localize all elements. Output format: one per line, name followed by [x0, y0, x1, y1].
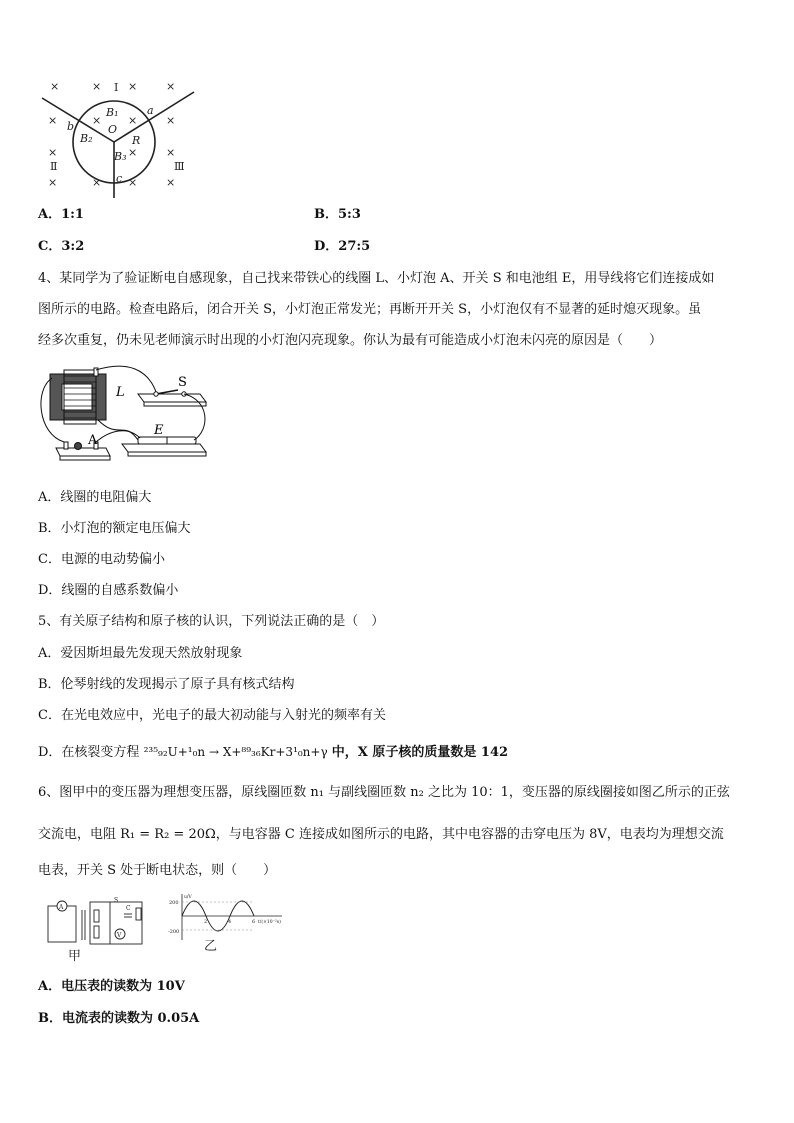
q5-option-b[interactable]: B．伦琴射线的发现揭示了原子具有核式结构 [38, 677, 295, 692]
field-label-b3: B₃ [114, 150, 127, 163]
sine-wave-graph [168, 892, 286, 952]
q5-stem: 5、有关原子结构和原子核的认识，下列说法正确的是（ ） [38, 614, 385, 629]
cross-mark: × [92, 80, 102, 93]
svg-text:C: C [126, 905, 131, 912]
cross-mark: × [166, 176, 176, 189]
resistor-r3 [136, 908, 141, 920]
field-label-b2: B₂ [80, 132, 93, 145]
region-label-1: I [114, 81, 119, 94]
switch-blade [156, 390, 178, 394]
transformer-circuit-figure [38, 892, 150, 962]
cross-mark: × [128, 146, 138, 159]
q6-option-a[interactable]: A．电压表的读数为 10V [38, 979, 185, 994]
resistor-r1 [94, 910, 99, 922]
radius-label: R [132, 134, 141, 147]
magnetic-field-figure [36, 78, 206, 200]
q6-stem-line-3: 电表，开关 S 处于断电状态，则（ ） [38, 863, 277, 878]
q3-option-a[interactable]: A．1:1 [38, 207, 84, 222]
y-unit: u/V [184, 895, 192, 900]
field-label-b1: B₁ [106, 106, 119, 119]
switch-board [138, 394, 206, 402]
cross-mark: × [50, 80, 60, 93]
battery-board [122, 444, 206, 452]
q4-stem-line-1: 4、某同学为了验证断电自感现象，自己找来带铁心的线圈 L、小灯泡 A、开关 S 和电池组 E，用导线将它们连接成如 [38, 271, 715, 286]
center-label: O [108, 123, 118, 136]
q4-option-a[interactable]: A．线圈的电阻偏大 [38, 490, 152, 505]
point-b-label: b [67, 120, 75, 133]
q5-option-a[interactable]: A．爱因斯坦最先发现天然放射现象 [38, 646, 243, 661]
resistor-r2 [94, 926, 99, 938]
svg-text:A: A [59, 904, 64, 911]
lamp-bulb [75, 443, 82, 450]
region-label-2: Ⅱ [50, 160, 58, 173]
fission-equation: ²³⁵₉₂U+¹₀n → X+⁸⁹₃₆Kr+3¹₀n+γ [143, 745, 328, 759]
q6-option-b[interactable]: B．电流表的读数为 0.05A [38, 1011, 200, 1026]
q5-option-d[interactable] [38, 743, 508, 762]
x-tick-2: 2 [204, 919, 208, 925]
y-tick-bottom: -200 [168, 929, 180, 935]
point-c-label: c [116, 172, 123, 185]
q3-option-c[interactable]: C．3:2 [38, 239, 85, 254]
q6-stem-line-1: 6、图甲中的变压器为理想变压器，原线圈匝数 n₁ 与副线圈匝数 n₂ 之比为 10：1，变压器的原线圈接如图乙所示的正弦 [38, 785, 730, 800]
x-unit: t/(×10⁻²s) [258, 920, 281, 925]
cross-mark: × [166, 146, 176, 159]
lamp-label: A [88, 433, 98, 448]
cross-mark: × [48, 114, 58, 127]
cross-mark: × [48, 176, 58, 189]
switch-label: S [178, 375, 187, 390]
cross-mark: × [166, 80, 176, 93]
x-tick-4: 4 [228, 919, 232, 925]
q5-option-d-prefix: D．在核裂变方程 [38, 745, 140, 760]
svg-text:V: V [117, 932, 122, 939]
cross-mark: × [92, 176, 102, 189]
cross-mark: × [166, 114, 176, 127]
cross-mark: × [128, 114, 138, 127]
q3-option-b[interactable]: B．5:3 [314, 207, 361, 222]
battery-label: E [154, 423, 164, 438]
figure-yi-label: 乙 [204, 939, 218, 952]
cross-mark: × [128, 176, 138, 189]
coil-label: L [116, 385, 125, 400]
q5-option-c[interactable]: C．在光电效应中，光电子的最大初动能与入射光的频率有关 [38, 708, 386, 723]
svg-text:S: S [114, 897, 119, 904]
cross-mark: × [92, 114, 102, 127]
y-tick-top: 200 [169, 900, 179, 906]
q4-option-b[interactable]: B．小灯泡的额定电压偏大 [38, 521, 191, 536]
figure-jia-label: 甲 [68, 949, 82, 962]
point-a-label: a [147, 104, 154, 117]
q6-stem-line-2: 交流电，电阻 R₁ = R₂ = 20Ω，与电容器 C 连接成如图所示的电路，其中电容器的击穿电压为 8V，电表均为理想交流 [38, 827, 724, 842]
q4-option-c[interactable]: C．电源的电动势偏小 [38, 552, 165, 567]
cross-mark: × [48, 146, 58, 159]
self-induction-circuit-figure [38, 360, 213, 468]
q5-option-d-suffix: 中，X 原子核的质量数是 142 [331, 745, 509, 760]
region-label-3: Ⅲ [174, 160, 185, 173]
q4-stem-line-2: 图所示的电路。检查电路后，闭合开关 S，小灯泡正常发光；再断开开关 S，小灯泡仅有不显著的延时熄灭现象。虽 [38, 302, 702, 317]
q4-stem-line-3: 经多次重复，仍未见老师演示时出现的小灯泡闪亮现象。你认为最有可能造成小灯泡未闪亮的原因是（ ） [38, 333, 663, 348]
x-tick-6: 6 [252, 919, 256, 925]
cross-mark: × [128, 80, 138, 93]
q4-option-d[interactable]: D．线圈的自感系数偏小 [38, 583, 179, 598]
q3-option-d[interactable]: D．27:5 [314, 239, 371, 254]
